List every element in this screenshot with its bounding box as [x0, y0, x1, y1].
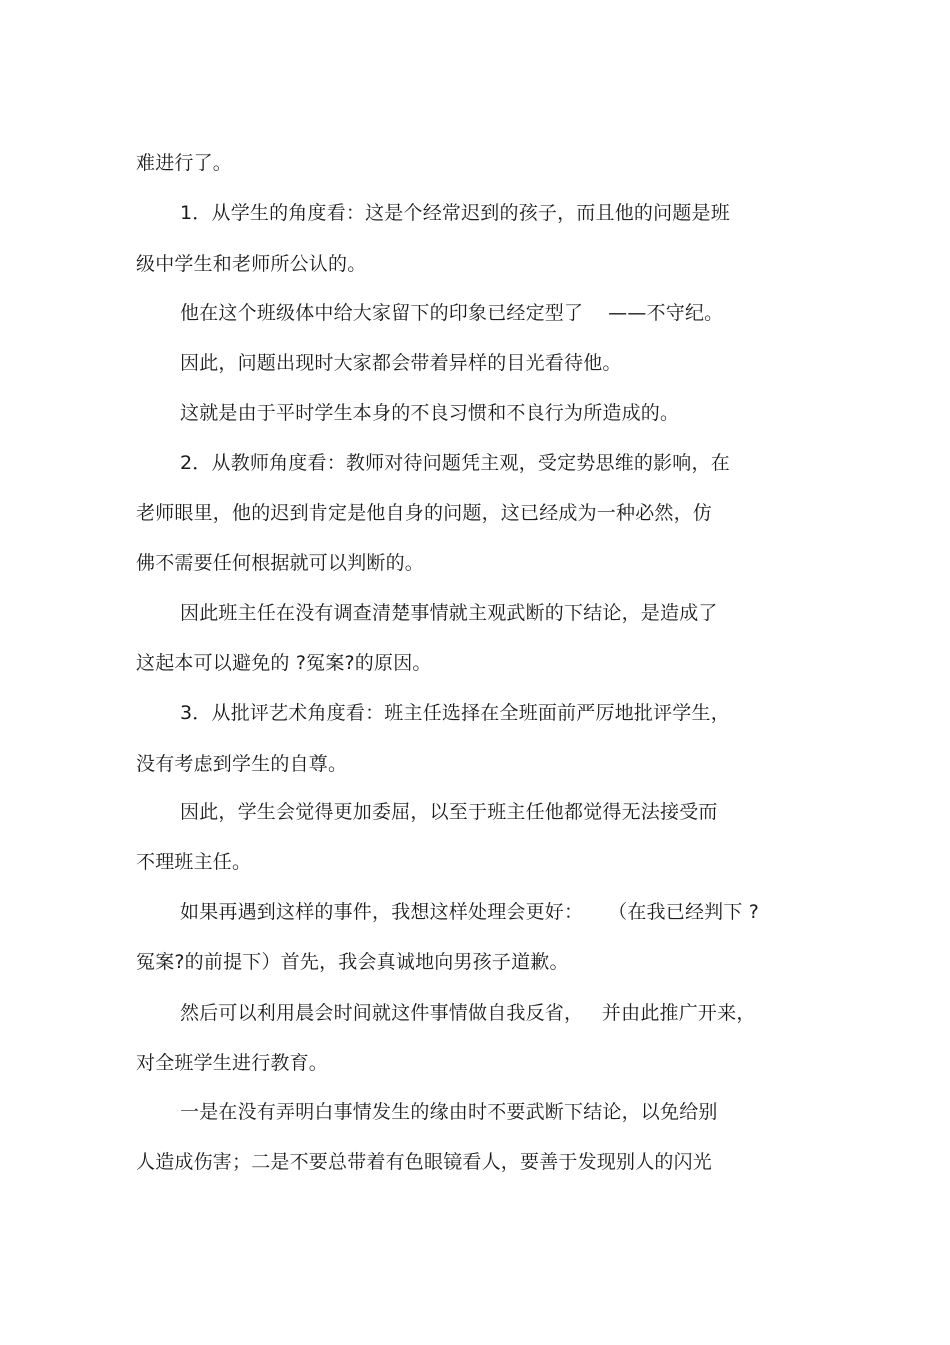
text-line-11: 这起本可以避免的 ?冤案?的原因。: [136, 652, 432, 674]
text-line-20: 一是在没有弄明白事情发生的缘由时不要武断下结论，以免给别: [180, 1101, 718, 1123]
text-line-21: 人造成伤害；二是不要总带着有色眼镜看人，要善于发现别人的闪光: [136, 1151, 713, 1173]
text-line-13: 没有考虑到学生的自尊。: [136, 753, 348, 775]
text-line-3: 级中学生和老师所公认的。: [136, 253, 367, 275]
text-line-8: 老师眼里，他的迟到肯定是他自身的问题，这已经成为一种必然，仿: [136, 502, 713, 524]
text-line-5: 因此，问题出现时大家都会带着异样的目光看待他。: [180, 352, 622, 374]
text-line-16: 如果再遇到这样的事件，我想这样处理会更好： （在我已经判下 ?: [180, 901, 760, 923]
text-line-12: 3．从批评艺术角度看：班主任选择在全班面前严厉地批评学生，: [180, 702, 730, 724]
text-line-14: 因此，学生会觉得更加委屈，以至于班主任他都觉得无法接受而: [180, 801, 718, 823]
text-line-2: 1．从学生的角度看：这是个经常迟到的孩子，而且他的问题是班: [180, 202, 730, 224]
text-line-10: 因此班主任在没有调查清楚事情就主观武断的下结论，是造成了: [180, 602, 718, 624]
text-line-18: 然后可以利用晨会时间就这件事情做自我反省， 并由此推广开来，: [180, 1002, 756, 1024]
text-line-15: 不理班主任。: [136, 851, 252, 873]
text-line-17: 冤案?的前提下）首先，我会真诚地向男孩子道歉。: [136, 951, 569, 973]
text-line-6: 这就是由于平时学生本身的不良习惯和不良行为所造成的。: [180, 402, 680, 424]
text-line-19: 对全班学生进行教育。: [136, 1052, 329, 1074]
text-line-9: 佛不需要任何根据就可以判断的。: [136, 552, 425, 574]
text-line-1: 难进行了。: [136, 152, 233, 174]
text-line-4: 他在这个班级体中给大家留下的印象已经定型了 ——不守纪。: [180, 302, 724, 324]
text-line-7: 2．从教师角度看：教师对待问题凭主观，受定势思维的影响，在: [180, 452, 730, 474]
